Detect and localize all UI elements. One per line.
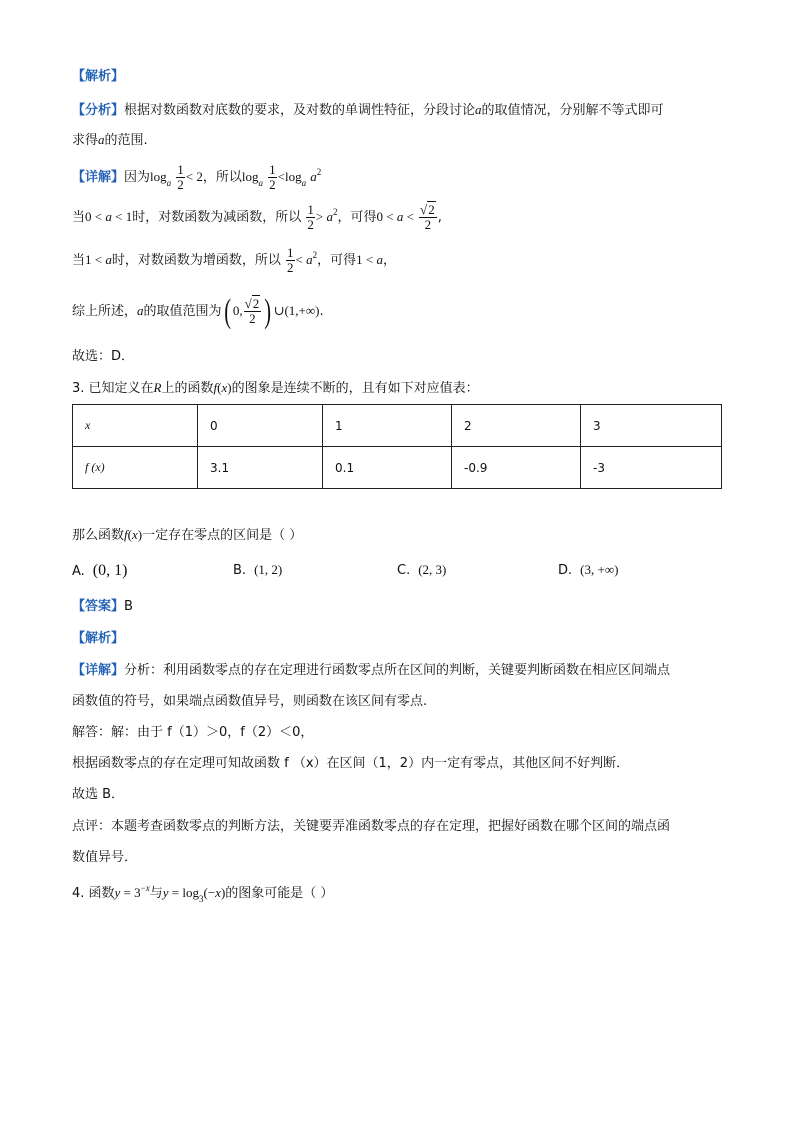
fraction-half: $\frac{1}{2}$: [287, 245, 294, 275]
option-label: B.: [233, 563, 247, 578]
math-1-lt-a: 1 < a: [85, 252, 112, 267]
xiangjie-line4: 综上所述，a的取值范围为( 0, $\frac{√2}{2}$ ) ∪(1,+∞).: [72, 292, 324, 330]
var-R: R: [153, 380, 162, 395]
fraction-half: $\frac{1}{2}$: [269, 162, 276, 192]
fraction-half: $\frac{1}{2}$: [177, 162, 184, 192]
because-text: 因为: [124, 170, 151, 185]
p3-text: 时，对数函数为增函数，所以: [111, 253, 281, 268]
option-value: (0, 1): [92, 562, 128, 579]
xj2-line4: [72, 755, 629, 773]
option-label: A.: [72, 564, 85, 579]
q3-stem-b: 上的函数: [161, 381, 214, 396]
fenxi-text2: 的取值情况，分别解不等式即可: [481, 103, 664, 118]
q3-ask-b: 一定存在零点的区间是（ ）: [142, 528, 303, 543]
var-a: a: [310, 169, 317, 184]
option-value: (1, 2): [254, 562, 283, 577]
xj2-text4: 根据函数零点的存在定理可知故函数 f （x）在区间（1，2）内一定有零点，其他区间不好判断．: [72, 756, 630, 771]
math-log: log: [241, 169, 259, 184]
fraction-sqrt2-over-2: $\frac{√2}{2}$: [420, 202, 435, 232]
left-paren: (: [223, 292, 231, 330]
option-a[interactable]: [72, 562, 127, 580]
xj2-line1: [72, 662, 670, 680]
table-cell: -0.9: [452, 447, 581, 489]
xj2-line6: [72, 818, 670, 836]
p2-get: ，可得: [337, 210, 377, 225]
math-sub-a: a: [301, 178, 307, 188]
fenxi-paragraph-line1: [72, 101, 664, 120]
math-gt-a2: > $a^2$: [315, 207, 338, 224]
table-cell: 1: [323, 405, 452, 447]
fenxi-line2b: 的范围.: [104, 133, 148, 148]
table-cell: f (x): [73, 447, 198, 489]
xiangjie-line2: 当0 < a < 1时，对数函数为减函数，所以 $\frac{1}{2}$ > $a^2$，可得0 < a < $\frac{√2}{2}$ ,: [72, 202, 442, 232]
fenxi-line2a: 求得: [72, 133, 99, 148]
so-text: ，所以: [202, 170, 242, 185]
table-cell: 0.1: [323, 447, 452, 489]
option-label: D.: [558, 563, 573, 578]
fenxi-text: 根据对数函数对底数的要求，及对数的单调性特征，分段讨论: [124, 103, 476, 118]
table-cell: 3: [581, 405, 722, 447]
question-4-stem: 4. 函数$y = 3^{-x}$与$y = \log_3(-x)$的图象可能是（ ）: [72, 883, 334, 904]
xj2-text2: 函数值的符号，如果端点函数值异号，则函数在该区间有零点.: [72, 694, 428, 709]
option-value: (2, 3): [418, 562, 447, 577]
answer-text: 故选：D．: [72, 349, 135, 364]
math-sup-2: 2: [316, 167, 322, 177]
var-a: a: [137, 303, 144, 318]
p3-get: ，可得: [317, 253, 357, 268]
math-sub-a: a: [258, 178, 264, 188]
summary-text: 综上所述，: [72, 304, 138, 319]
math-sub-a: a: [166, 178, 172, 188]
answer-line: [72, 348, 134, 366]
analysis-heading: [72, 68, 124, 86]
var-a: a: [475, 102, 482, 117]
table-row: [73, 405, 722, 447]
summary-text2: 的取值范围为: [143, 304, 222, 319]
table-row: [73, 447, 722, 489]
xj2-line7: [72, 849, 137, 867]
option-d[interactable]: [558, 562, 618, 578]
xj2-text3: 解答：解：由于 f（1）＞0，f（2）＜0，: [72, 725, 314, 740]
fenxi-paragraph-line2: [72, 131, 148, 150]
math-range2: 0 < a <: [376, 209, 414, 224]
xj2-line3: [72, 724, 313, 742]
p2-text: 时，对数函数为减函数，所以: [132, 210, 302, 225]
daan-tag: 【答案】: [72, 599, 125, 614]
q4-a: 4. 函数: [72, 886, 115, 901]
option-c[interactable]: [397, 562, 446, 578]
xj2-text1: 分析：利用函数零点的存在定理进行函数零点所在区间的判断，关键要判断函数在相应区间端点: [124, 663, 671, 678]
math-range: 0 < a < 1: [85, 209, 133, 224]
xiangjie-tag: 【详解】: [72, 663, 125, 678]
question-3-ask: 那么函数f(x)一定存在零点的区间是（ ）: [72, 527, 303, 543]
value-table: [72, 404, 722, 489]
xiangjie-line3: 当1 < a时，对数函数为增函数，所以 $\frac{1}{2}$ < $a^2$，可得1 < a，: [72, 245, 396, 275]
xiangjie-tag: 【详解】: [72, 170, 125, 185]
q3-ask-a: 那么函数: [72, 528, 125, 543]
option-value: (3, +∞): [580, 562, 619, 577]
daan-value: B: [124, 599, 133, 614]
math-lt2: < 2: [185, 169, 203, 184]
when-text: 当: [72, 210, 86, 225]
option-b[interactable]: [233, 562, 282, 578]
analysis-tag: 【解析】: [72, 631, 125, 646]
fenxi-tag: 【分析】: [72, 103, 125, 118]
analysis-tag: 【解析】: [72, 69, 125, 84]
fraction-half: $\frac{1}{2}$: [307, 202, 314, 232]
xiangjie-line1: [72, 160, 321, 194]
xj2-text6: 点评：本题考查函数零点的判断方法，关键要弄准函数零点的存在定理，把握好函数在哪个区间的端点函: [72, 819, 671, 834]
math-lt-a2: < $a^2$: [295, 250, 318, 267]
when-text: 当: [72, 253, 86, 268]
math-zero: 0,: [232, 303, 243, 318]
question-3-stem: 3. 已知定义在R上的函数f(x)的图象是连续不断的，且有如下对应值表：: [72, 380, 479, 396]
table-cell: x: [73, 405, 198, 447]
xj2-text7: 数值异号．: [72, 850, 138, 865]
option-label: C.: [397, 563, 411, 578]
table-cell: 3.1: [198, 447, 323, 489]
table-cell: -3: [581, 447, 722, 489]
xj2-line2: [72, 693, 427, 711]
table-cell: 2: [452, 405, 581, 447]
q3-stem-a: 3. 已知定义在: [72, 381, 154, 396]
right-paren: ): [264, 292, 272, 330]
math-fx: f: [213, 380, 218, 395]
q4-c: 的图象可能是（ ）: [225, 886, 334, 901]
analysis-heading-2: [72, 630, 124, 648]
q4-b: 与: [149, 886, 163, 901]
math-1-lt-a: 1 < a: [356, 252, 383, 267]
xj2-text5: 故选 B．: [72, 787, 125, 802]
math-lt: <log: [277, 169, 302, 184]
xj2-line5: [72, 786, 124, 804]
table-cell: 0: [198, 405, 323, 447]
answer-heading: [72, 598, 133, 616]
var-a: a: [98, 132, 105, 147]
fraction-sqrt2-over-2: $\frac{√2}{2}$: [244, 296, 260, 326]
math-union: ∪(1,+∞): [273, 303, 320, 318]
q3-stem-c: 的图象是连续不断的，且有如下对应值表：: [231, 381, 479, 396]
math-log: log: [150, 169, 167, 184]
